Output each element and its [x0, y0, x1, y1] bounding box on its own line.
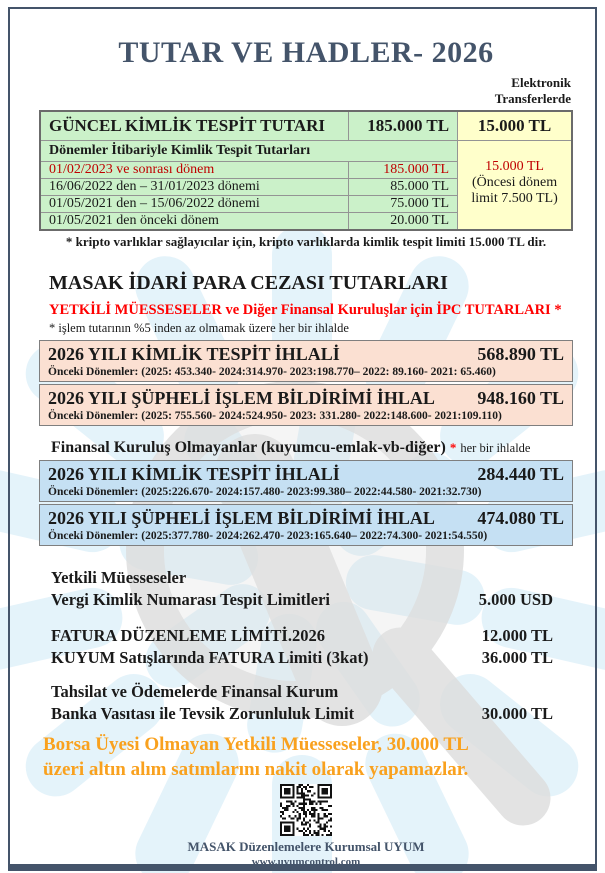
- qr-code: [39, 784, 573, 836]
- nonfinancial-heading-text: Finansal Kuruluş Olmayanlar (kuyumcu-emlak-vb-diğer): [51, 438, 446, 456]
- limit-labels: [51, 567, 330, 611]
- current-amount: 185.000 TL: [349, 111, 458, 141]
- footer: [39, 839, 573, 870]
- table-row-periods-header: [40, 140, 572, 161]
- tevsik-limit-row: [51, 681, 553, 725]
- period-label: 01/05/2021 den önceki dönem: [40, 212, 349, 230]
- footer-org-name: MASAK Düzenlemelere Kurumsal UYUM: [187, 838, 425, 854]
- current-etransfer-amount: 15.000 TL: [458, 111, 572, 141]
- penalty-amount: 568.890 TL: [477, 343, 564, 364]
- borsa-cash-restriction-note: [43, 732, 573, 782]
- page-content: [8, 8, 597, 869]
- penalty-amount: 948.160 TL: [477, 387, 564, 408]
- periods-header: Dönemler İtibariyle Kimlik Tespit Tutarları: [40, 140, 458, 161]
- penalty-box-kimlik-nonfinancial: [39, 460, 573, 502]
- limit-label-line1: Yetkili Müesseseler: [51, 567, 187, 587]
- penalty-box-header: [48, 506, 564, 530]
- financial-ipc-heading: YETKİLİ MÜESSESELER ve Diğer Finansal Kuruluşlar için İPC TUTARLARI *: [49, 301, 562, 318]
- fatura-limit-row: [51, 625, 553, 647]
- financial-ipc-note: * işlem tutarının %5 inden az olmamak üzere her bir ihlalde: [49, 320, 349, 335]
- etransfer-corner-note: [39, 75, 571, 108]
- current-label: GÜNCEL KİMLİK TESPİT TUTARI: [40, 111, 349, 141]
- penalty-amount: 284.440 TL: [477, 463, 564, 484]
- penalty-previous-years: Önceki Dönemler: (2025: 755.560- 2024:524.950- 2023: 331.280- 2022:148.600- 2021:109.110): [48, 409, 502, 422]
- limit-amount: 36.000 TL: [481, 647, 553, 667]
- penalty-label: 2026 YILI ŞÜPHELİ İŞLEM BİLDİRİMİ İHLAL: [48, 387, 435, 408]
- asterisk-marker: *: [449, 439, 457, 455]
- period-amount: 185.000 TL: [349, 161, 458, 178]
- penalty-box-header: [48, 342, 564, 366]
- limit-label-line1: Tahsilat ve Ödemelerde Finansal Kurum: [51, 681, 339, 701]
- penalty-label: 2026 YILI KİMLİK TESPİT İHLALİ: [48, 463, 340, 484]
- limit-label: FATURA DÜZENLEME LİMİTİ.2026: [51, 625, 325, 645]
- section-title-penalties: MASAK İDARİ PARA CEZASI TUTARLARI: [49, 271, 448, 294]
- nonfinancial-heading: [51, 439, 573, 457]
- penalty-box-kimlik-financial: [39, 340, 573, 382]
- limit-amount: 5.000 USD: [478, 589, 553, 609]
- etransfer-note-line2: Transferlerde: [494, 91, 571, 107]
- penalty-previous-years: Önceki Dönemler: (2025:377.780- 2024:262.470- 2023:165.640– 2022:74.300- 2021:54.550): [48, 529, 488, 542]
- period-label: 16/06/2022 den – 31/01/2023 dönemi: [40, 178, 349, 195]
- penalty-previous-years: Önceki Dönemler: (2025: 453.340- 2024:314.970- 2023:198.770– 2022: 89.160- 2021: 65.460): [48, 365, 496, 378]
- penalty-box-header: [48, 462, 564, 486]
- limit-amount: 30.000 TL: [481, 703, 553, 723]
- kuyum-limit-row: [51, 647, 553, 669]
- period-amount: 75.000 TL: [349, 195, 458, 212]
- penalty-previous-years: Önceki Dönemler: (2025:226.670- 2024:157.480- 2023:99.380– 2022:44.580- 2021:32.730): [48, 485, 482, 498]
- kimlik-tespit-table: [39, 110, 573, 231]
- etransfer-note-line1: Elektronik: [511, 75, 571, 90]
- nonfinancial-heading-note: her bir ihlalde: [460, 440, 531, 455]
- spacer: [461, 142, 568, 159]
- borsa-note-line2: üzeri altın alım satımlarını nakit olarak yapamazlar.: [43, 758, 469, 780]
- page-title: TUTAR VE HADLER- 2026: [118, 36, 494, 69]
- penalty-amount: 474.080 TL: [477, 507, 564, 528]
- penalty-box-header: [48, 386, 564, 410]
- penalty-label: 2026 YILI KİMLİK TESPİT İHLALİ: [48, 343, 340, 364]
- limit-label-line2: Vergi Kimlik Numarası Tespit Limitleri: [51, 589, 330, 609]
- limit-amount: 12.000 TL: [481, 625, 553, 645]
- borsa-note-line1: Borsa Üyesi Olmayan Yetkili Müesseseler, 30.000 TL: [43, 733, 469, 755]
- penalty-box-sib-nonfinancial: [39, 504, 573, 546]
- period-amount: 20.000 TL: [349, 212, 458, 230]
- etransfer-cell-line1: 15.000 TL: [485, 158, 544, 174]
- footer-url: www.uyumcontrol.com: [251, 856, 361, 869]
- crypto-footnote: * kripto varlıklar sağlayıcılar için, kripto varlıklarda kimlik tespit limiti 15.000 TL dir.: [65, 233, 547, 249]
- etransfer-cell-line2: (Öncesi dönem: [471, 174, 558, 190]
- penalty-box-sib-financial: [39, 384, 573, 426]
- limit-label: KUYUM Satışlarında FATURA Limiti (3kat): [51, 647, 369, 667]
- period-label: 01/05/2021 den – 15/06/2022 dönemi: [40, 195, 349, 212]
- table-row-current: [40, 111, 572, 141]
- penalty-label: 2026 YILI ŞÜPHELİ İŞLEM BİLDİRİMİ İHLAL: [48, 507, 435, 528]
- limit-label-line2: Banka Vasıtası ile Tevsik Zorunluluk Limit: [51, 703, 355, 723]
- etransfer-merged-cell: [458, 140, 572, 230]
- limit-labels: [51, 681, 354, 725]
- etransfer-cell-line3: limit 7.500 TL): [471, 190, 558, 206]
- vkn-limit-row: [51, 567, 553, 611]
- period-label: 01/02/2023 ve sonrası dönem: [40, 161, 349, 178]
- period-amount: 85.000 TL: [349, 178, 458, 195]
